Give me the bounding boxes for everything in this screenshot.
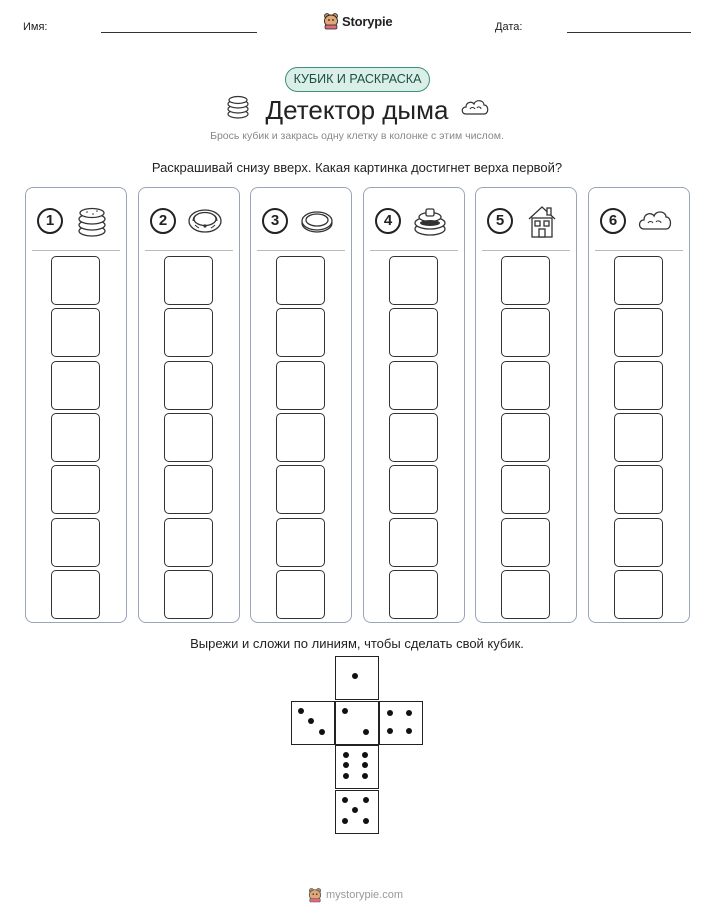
color-cell[interactable]: [51, 570, 100, 619]
column-number: 5: [487, 208, 513, 234]
color-cell[interactable]: [51, 413, 100, 462]
die-face-4: [379, 701, 423, 745]
house-icon: [524, 203, 560, 239]
color-cell[interactable]: [276, 361, 325, 410]
die-face-3: [291, 701, 335, 745]
color-cell[interactable]: [51, 256, 100, 305]
column-number: 3: [262, 208, 288, 234]
color-cell[interactable]: [614, 518, 663, 567]
color-cell[interactable]: [276, 308, 325, 357]
column-5: [475, 187, 577, 623]
color-cell[interactable]: [276, 518, 325, 567]
color-cell[interactable]: [51, 465, 100, 514]
instruction: Раскрашивай снизу вверх. Какая картинка достигнет верха первой?: [151, 160, 563, 175]
column-number: 2: [150, 208, 176, 234]
button-disc-icon: [299, 203, 335, 239]
color-cell[interactable]: [501, 413, 550, 462]
color-cell[interactable]: [51, 308, 100, 357]
color-cell[interactable]: [389, 465, 438, 514]
color-cell[interactable]: [614, 256, 663, 305]
smoke-detector-icon: [187, 203, 223, 239]
column-divider: [482, 250, 570, 251]
color-cell[interactable]: [614, 361, 663, 410]
column-divider: [370, 250, 458, 251]
column-divider: [595, 250, 683, 251]
die-face-2: [335, 701, 379, 745]
color-cell[interactable]: [51, 361, 100, 410]
color-cell[interactable]: [614, 413, 663, 462]
column-divider: [32, 250, 120, 251]
color-cell[interactable]: [276, 256, 325, 305]
color-cell[interactable]: [501, 518, 550, 567]
color-cell[interactable]: [276, 465, 325, 514]
color-cell[interactable]: [276, 570, 325, 619]
footer-url: mystorypie.com: [326, 889, 404, 901]
column-2: [138, 187, 240, 623]
footer: [308, 887, 403, 903]
column-3: [250, 187, 352, 623]
date-line[interactable]: [567, 32, 691, 33]
column-6: [588, 187, 690, 623]
die-face-1: [335, 656, 379, 700]
color-cell[interactable]: [389, 361, 438, 410]
color-cell[interactable]: [164, 361, 213, 410]
color-cell[interactable]: [51, 518, 100, 567]
column-1: [25, 187, 127, 623]
color-cell[interactable]: [389, 256, 438, 305]
mascot-icon: [323, 12, 339, 30]
color-cell[interactable]: [501, 570, 550, 619]
column-divider: [145, 250, 233, 251]
color-cell[interactable]: [164, 518, 213, 567]
color-cell[interactable]: [389, 308, 438, 357]
color-cell[interactable]: [501, 308, 550, 357]
color-cell[interactable]: [389, 518, 438, 567]
color-cell[interactable]: [614, 570, 663, 619]
color-cell[interactable]: [501, 361, 550, 410]
battery-stack-icon: [412, 203, 448, 239]
brand-name: Storypie: [342, 13, 393, 29]
color-cell[interactable]: [164, 308, 213, 357]
name-line[interactable]: [101, 32, 257, 33]
color-cell[interactable]: [614, 308, 663, 357]
column-4: [363, 187, 465, 623]
die-face-5: [335, 790, 379, 834]
name-label: Имя:: [23, 21, 48, 33]
column-divider: [257, 250, 345, 251]
brand-logo: [323, 12, 392, 30]
color-cell[interactable]: [164, 413, 213, 462]
category-badge: КУБИК И РАСКРАСКА: [285, 67, 430, 92]
smoke-cloud-icon: [637, 203, 673, 239]
column-number: 4: [375, 208, 401, 234]
cookie-stack-icon: [74, 203, 110, 239]
color-cell[interactable]: [501, 256, 550, 305]
color-cell[interactable]: [389, 570, 438, 619]
date-label: Дата:: [495, 21, 523, 33]
smoke-cloud-icon: [460, 96, 490, 120]
color-cell[interactable]: [276, 413, 325, 462]
mascot-icon: [308, 887, 322, 903]
color-cell[interactable]: [501, 465, 550, 514]
color-cell[interactable]: [389, 413, 438, 462]
die-face-6: [335, 745, 379, 789]
column-number: 1: [37, 208, 63, 234]
color-cell[interactable]: [164, 465, 213, 514]
color-cell[interactable]: [164, 570, 213, 619]
subtitle: Брось кубик и закрась одну клетку в колонке с этим числом.: [210, 130, 504, 142]
color-cell[interactable]: [614, 465, 663, 514]
color-cell[interactable]: [164, 256, 213, 305]
page-title: Детектор дыма: [265, 95, 449, 125]
column-number: 6: [600, 208, 626, 234]
cut-instruction: Вырежи и сложи по линиям, чтобы сделать свой кубик.: [190, 636, 524, 651]
